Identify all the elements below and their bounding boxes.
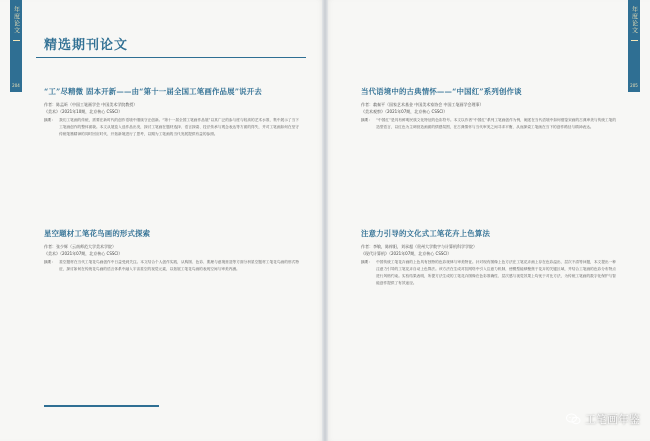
article-abstract (44, 259, 299, 273)
title-rule (36, 57, 306, 58)
section-title: 精选期刊论文 (44, 38, 129, 53)
article-title[interactable]: 注意力引导的文化式工笔花卉上色算法 (361, 229, 491, 238)
watermark (566, 411, 640, 427)
book-spine (322, 0, 328, 441)
article-abstract (361, 117, 616, 131)
watermark-text: 工笔画年鉴 (585, 413, 640, 426)
article-source: 《美术观察》（2021年07期，北京核心 CSSCI） (361, 109, 448, 114)
article-title[interactable]: “工”尽精微 固本开新——由“第十一届全国工笔画作品展”说开去 (44, 87, 262, 96)
abstract-text: “中国红”是具有鲜明民族文化特征的色彩符号。本文以作者“中国红”系列工笔画创作为例，阐述在当代语境中如何借鉴宋画的古典审美与传统工笔的造型语言，以红色为主调营造画面的情感氛围，在古典情怀与当代审美之间寻求平衡，从而探索工笔画在当下的创作路径与精神表达。 (376, 118, 617, 129)
article-3 (361, 86, 616, 131)
article-author: 作者：张少辉（云南师范大学美术学院） (44, 244, 116, 249)
article-source: 《现代计算机》（2021年07期，北京核心 CSSCI） (361, 251, 452, 256)
article-2 (44, 228, 299, 273)
article-source: 《美术》（2021年07期，北京核心 CSSCI） (44, 251, 123, 256)
right-page-number: 205 (630, 83, 638, 88)
abstract-label: 摘要： (361, 260, 373, 264)
right-tab-label: 年度论文 (630, 6, 638, 34)
article-4 (361, 228, 616, 287)
abstract-label: 摘要： (361, 118, 373, 122)
left-tab-label: 年度论文 (12, 6, 20, 34)
left-side-tab (10, 0, 22, 92)
left-page-number: 204 (12, 83, 20, 88)
article-1 (44, 86, 299, 138)
article-title[interactable]: 星空题材工笔花鸟画的形式探索 (44, 229, 151, 238)
article-author: 作者：李敏，陈梓阳，刘承超（贵州大学数字与计算机科学学院） (361, 244, 477, 249)
right-page (325, 0, 650, 441)
abstract-text: 中国传统工笔花卉画的上色具有独特的色彩规律与审美特征。针对现有图像上色方法在工笔花卉画上存在色彩溢出、层次不清等问题，本文提出一种注意力引导的工笔花卉自动上色算法。该方法在生成对抗网络中引入注意力机制，使模型能够聚焦于花卉的关键区域，并结合工笔画的色彩分布特点进行风格约束。实验结果表明，所提方法生成的工笔花卉图像在色彩准确性、层次感与视觉效果上均优于对比方法，为传统工笔画的数字化保护与智能创作提供了有效途径。 (376, 260, 616, 285)
abstract-text: 星空题材在当代工笔花鸟画创作中日益受到关注。本文结合个人创作实践，从构图、色彩、肌理与意境营造等方面分析星空题材工笔花鸟画的形式特征，探讨如何在传统花鸟画的语言体系中融入宇宙星空的视觉元素，以拓展工笔花鸟画的表现空间与审美内涵。 (59, 260, 299, 271)
right-side-tab (628, 0, 640, 92)
abstract-label: 摘要： (44, 260, 56, 264)
article-title[interactable]: 当代语境中的古典情怀——“中国红”系列创作谈 (361, 87, 522, 96)
article-abstract (44, 117, 299, 138)
abstract-text: 我们工笔画的传统，需要在新时代的创作语境中继续守正创新。“第十一届全国工笔画作品展”以其广泛的参与度与较高的艺术水准，集中展示了当下工笔画创作的整体面貌。本文从展览入选作品出发，探讨工笔画在题材选择、语言探索、技法传承与观念表达等方面的得失，并对工笔画如何在坚守传统笔墨精神的同时回应时代、开拓新境进行了思考，以期为工笔画的当代发展提供有益的参照。 (59, 118, 299, 136)
left-tab-divider (13, 40, 20, 41)
bottom-rule (44, 405, 159, 407)
article-author: 作者：翁秦平（国家艺术基金 中国美术家协会 中国工笔画学会理事） (361, 102, 484, 107)
right-tab-divider (631, 40, 638, 41)
wechat-icon (566, 413, 581, 425)
article-author: 作者：陈孟昕（中国工笔画学会 中国美术学院教授） (44, 102, 138, 107)
article-abstract (361, 259, 616, 287)
abstract-label: 摘要： (44, 118, 56, 122)
article-source: 《美术》（2021年10期，北京核心 CSSCI） (44, 109, 123, 114)
